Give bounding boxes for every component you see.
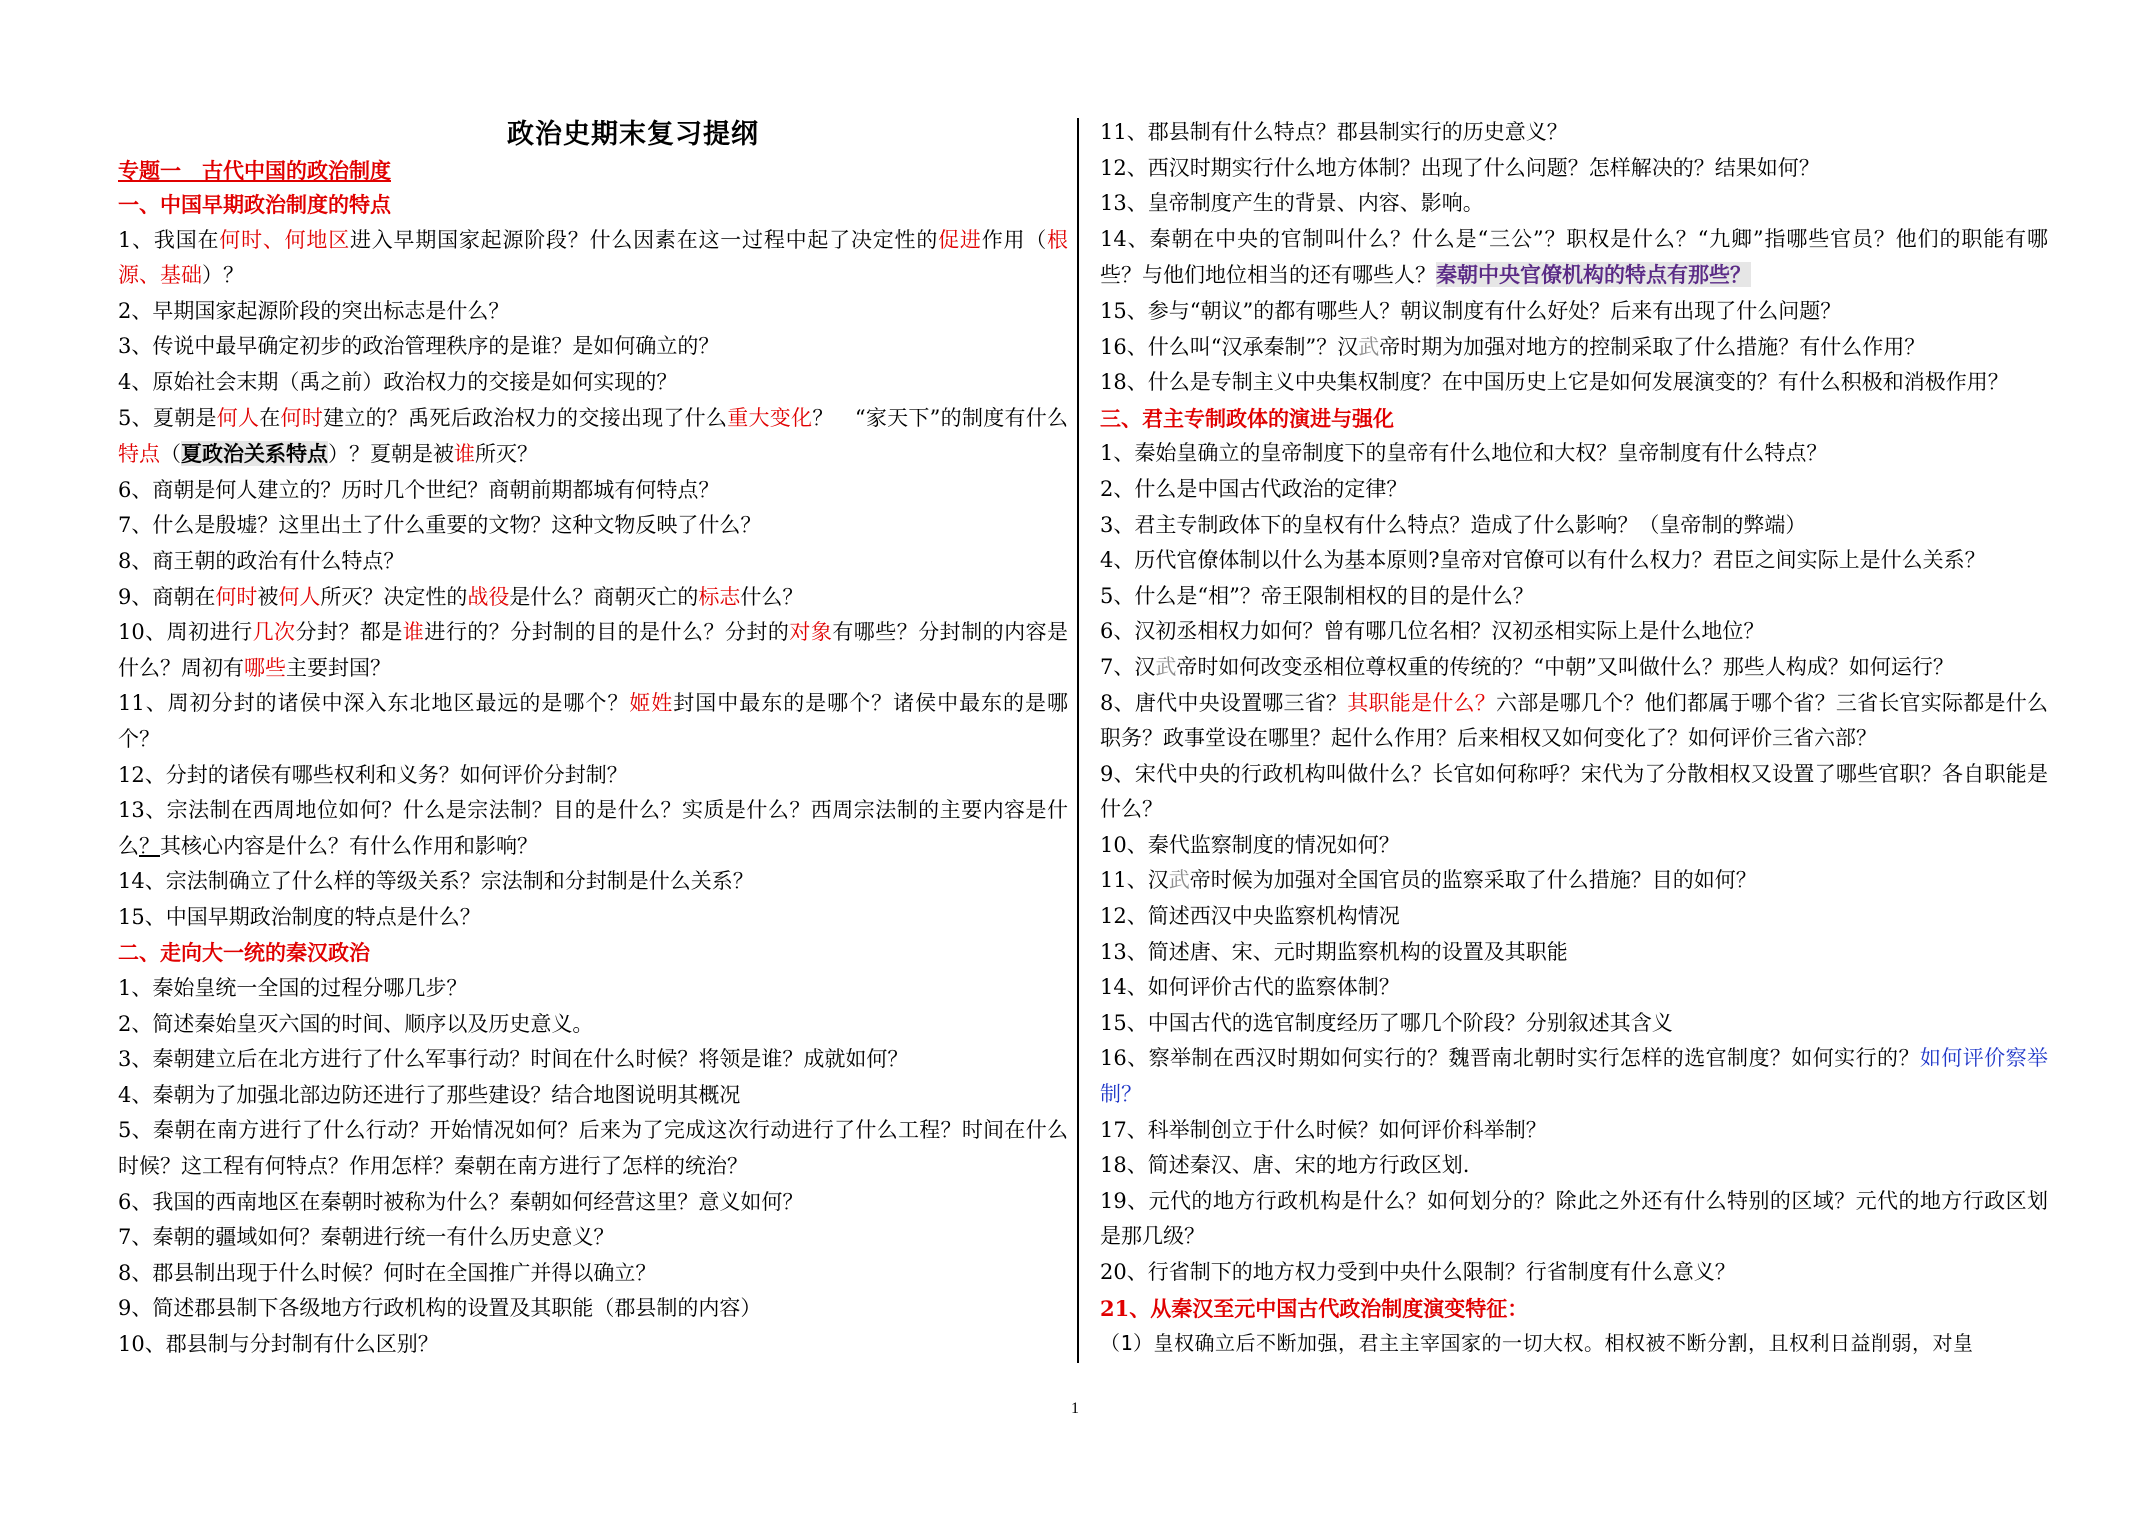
s2-question-6: 6、我国的西南地区在秦朝时被称为什么？秦朝如何经营这里？意义如何？ (118, 1189, 804, 1214)
s2-question-7: 7、秦朝的疆域如何？秦朝进行统一有什么历史意义？ (118, 1225, 615, 1250)
s3-question-11: 11、汉武帝时候为加强对全国官员的监察采取了什么措施？目的如何？ (1100, 868, 1757, 893)
s2-question-18: 18、什么是专制主义中央集权制度？在中国历史上它是如何发展演变的？有什么积极和消极作用？ (1100, 370, 2009, 395)
question-11: 11、周初分封的诸侯中深入东北地区最远的是哪个？姬姓封国中最东的是哪个？诸侯中最东的是哪个？ (118, 691, 1068, 751)
s2-question-16: 16、什么叫“汉承秦制”？汉武帝时期为加强对地方的控制采取了什么措施？有什么作用？ (1100, 334, 1926, 359)
s3-question-2: 2、什么是中国古代政治的定律？ (1100, 476, 1408, 501)
page-number: 1 (1071, 1400, 1079, 1417)
s3-question-10: 10、秦代监察制度的情况如何？ (1100, 832, 1400, 857)
question-1: 1、我国在何时、何地区进入早期国家起源阶段？什么因素在这一过程中起了决定性的促进作用（根源、基础）？ (118, 227, 1069, 288)
s2-question-11: 11、郡县制有什么特点？郡县制实行的历史意义？ (1100, 120, 1568, 144)
s3-question-16: 16、察举制在西汉时期如何实行的？魏晋南北朝时实行怎样的选官制度？如何实行的？如何评价察举制？ (1100, 1046, 2049, 1107)
s2-question-10: 10、郡县制与分封制有什么区别？ (118, 1332, 439, 1356)
s2-question-13: 13、皇帝制度产生的背景、内容、影响。 (1100, 191, 1484, 216)
s2-question-15: 15、参与“朝议”的都有哪些人？朝议制度有什么好处？后来有出现了什么问题？ (1100, 298, 1842, 323)
s2-question-9: 9、简述郡县制下各级地方行政机构的设置及其职能（郡县制的内容） (118, 1296, 762, 1321)
question-15: 15、中国早期政治制度的特点是什么？ (118, 904, 481, 929)
s3-question-5: 5、什么是“相”？帝王限制相权的目的是什么？ (1100, 583, 1534, 608)
s3-question-15: 15、中国古代的选官制度经历了哪几个阶段？分别叙述其含义 (1100, 1010, 1673, 1035)
question-5: 5、夏朝是何人在何时建立的？禹死后政治权力的交接出现了什么重大变化？ “家天下”的制度有什么特点（夏政治关系特点）？夏朝是被谁所灭？ (118, 405, 1069, 467)
topic-heading: 专题一 古代中国的政治制度 (118, 158, 391, 183)
s3-question-19: 19、元代的地方行政机构是什么？如何划分的？除此之外还有什么特别的区域？元代的地方行政区划是那几级？ (1100, 1188, 2048, 1249)
document-title: 政治史期末复习提纲 (507, 119, 759, 150)
s3-question-13: 13、简述唐、宋、元时期监察机构的设置及其职能 (1100, 939, 1568, 964)
question-4: 4、原始社会末期（禹之前）政治权力的交接是如何实现的？ (118, 369, 678, 394)
question-6: 6、商朝是何人建立的？历时几个世纪？商朝前期都城有何特点？ (118, 477, 720, 502)
s2-question-12: 12、西汉时期实行什么地方体制？出现了什么问题？怎样解决的？结果如何？ (1100, 155, 1820, 180)
question-7: 7、什么是殷墟？这里出土了什么重要的文物？这种文物反映了什么？ (118, 513, 762, 538)
section-heading-3: 三、君主专制政体的演进与强化 (1100, 405, 1394, 431)
question-8: 8、商王朝的政治有什么特点？ (118, 548, 405, 573)
question-10: 10、周初进行几次分封？都是谁进行的？分封制的目的是什么？分封的对象有哪些？分封制的内容是什么？周初有哪些主要封国？ (118, 620, 1069, 680)
section-heading-1: 一、中国早期政治制度的特点 (118, 192, 391, 217)
s3-question-18: 18、简述秦汉、唐、宋的地方行政区划. (1100, 1153, 1470, 1178)
s3-question-14: 14、如何评价古代的监察体制？ (1100, 975, 1400, 1000)
s2-question-5: 5、秦朝在南方进行了什么行动？开始情况如何？后来为了完成这次行动进行了什么工程？时间在什么时候？这工程有何特点？作用怎样？秦朝在南方进行了怎样的统治？ (118, 1118, 1068, 1179)
s3-question-6: 6、汉初丞相权力如何？曾有哪几位名相？汉初丞相实际上是什么地位？ (1100, 619, 1765, 644)
column-divider (1077, 118, 1079, 1363)
s3-question-8: 8、唐代中央设置哪三省？其职能是什么？六部是哪几个？他们都属于哪个省？三省长官实际都是什么职务？政事堂设在哪里？起什么作用？后来相权又如何变化了？如何评价三省六部？ (1100, 690, 2049, 751)
s2-question-1: 1、秦始皇统一全国的过程分哪几步？ (118, 976, 468, 1001)
s3-question-17: 17、科举制创立于什么时候？如何评价科举制？ (1100, 1117, 1547, 1142)
s3-question-7: 7、汉武帝时如何改变丞相位尊权重的传统的？“中朝”又叫做什么？那些人构成？如何运行？ (1100, 654, 1954, 679)
right-column (1100, 115, 2048, 1362)
question-13: 13、宗法制在西周地位如何？什么是宗法制？目的是什么？实质是什么？西周宗法制的主要内容是什么？其核心内容是什么？有什么作用和影响？ (118, 798, 1068, 858)
s3-question-12: 12、简述西汉中央监察机构情况 (1100, 904, 1400, 929)
s2-question-14: 14、秦朝在中央的官制叫什么？什么是“三公”？职权是什么？“九卿”指哪些官员？他们的职能有哪些？与他们地位相当的还有哪些人？秦朝中央官僚机构的特点有那些？ (1100, 226, 2048, 288)
s3-question-21-heading: 21、从秦汉至元中国古代政治制度演变特征： (1100, 1295, 1529, 1321)
question-3: 3、传说中最早确定初步的政治管理秩序的是谁？是如何确立的？ (118, 334, 720, 359)
s2-question-8: 8、郡县制出现于什么时候？何时在全国推广并得以确立？ (118, 1260, 657, 1285)
s3-question-20: 20、行省制下的地方权力受到中央什么限制？行省制度有什么意义？ (1100, 1260, 1736, 1284)
s2-question-4: 4、秦朝为了加强北部边防还进行了那些建设？结合地图说明其概况 (118, 1082, 741, 1107)
s3-question-1: 1、秦始皇确立的皇帝制度下的皇帝有什么地位和大权？皇帝制度有什么特点？ (1100, 441, 1828, 466)
s3-question-3: 3、君主专制政体下的皇权有什么特点？造成了什么影响？（皇帝制的弊端） (1100, 512, 1807, 537)
left-column (118, 115, 1068, 1363)
s2-question-2: 2、简述秦始皇灭六国的时间、顺序以及历史意义。 (118, 1011, 594, 1036)
s2-question-3: 3、秦朝建立后在北方进行了什么军事行动？时间在什么时候？将领是谁？成就如何？ (118, 1047, 909, 1072)
question-12: 12、分封的诸侯有哪些权利和义务？如何评价分封制？ (118, 762, 628, 787)
s3-question-9: 9、宋代中央的行政机构叫做什么？长官如何称呼？宋代为了分散相权又设置了哪些官职？各自职能是什么？ (1100, 761, 2048, 822)
section-heading-2: 二、走向大一统的秦汉政治 (118, 940, 370, 966)
s3-question-4: 4、历代官僚体制以什么为基本原则?皇帝对官僚可以有什么权力？君臣之间实际上是什么关系？ (1100, 548, 1986, 573)
s3-question-21-point-1: （1）皇权确立后不断加强，君主主宰国家的一切大权。相权被不断分割，且权利日益削弱，对皇 (1100, 1331, 1974, 1356)
question-14: 14、宗法制确立了什么样的等级关系？宗法制和分封制是什么关系？ (118, 869, 754, 894)
question-9: 9、商朝在何时被何人所灭？决定性的战役是什么？商朝灭亡的标志什么？ (118, 584, 804, 609)
question-2: 2、早期国家起源阶段的突出标志是什么？ (118, 298, 510, 323)
